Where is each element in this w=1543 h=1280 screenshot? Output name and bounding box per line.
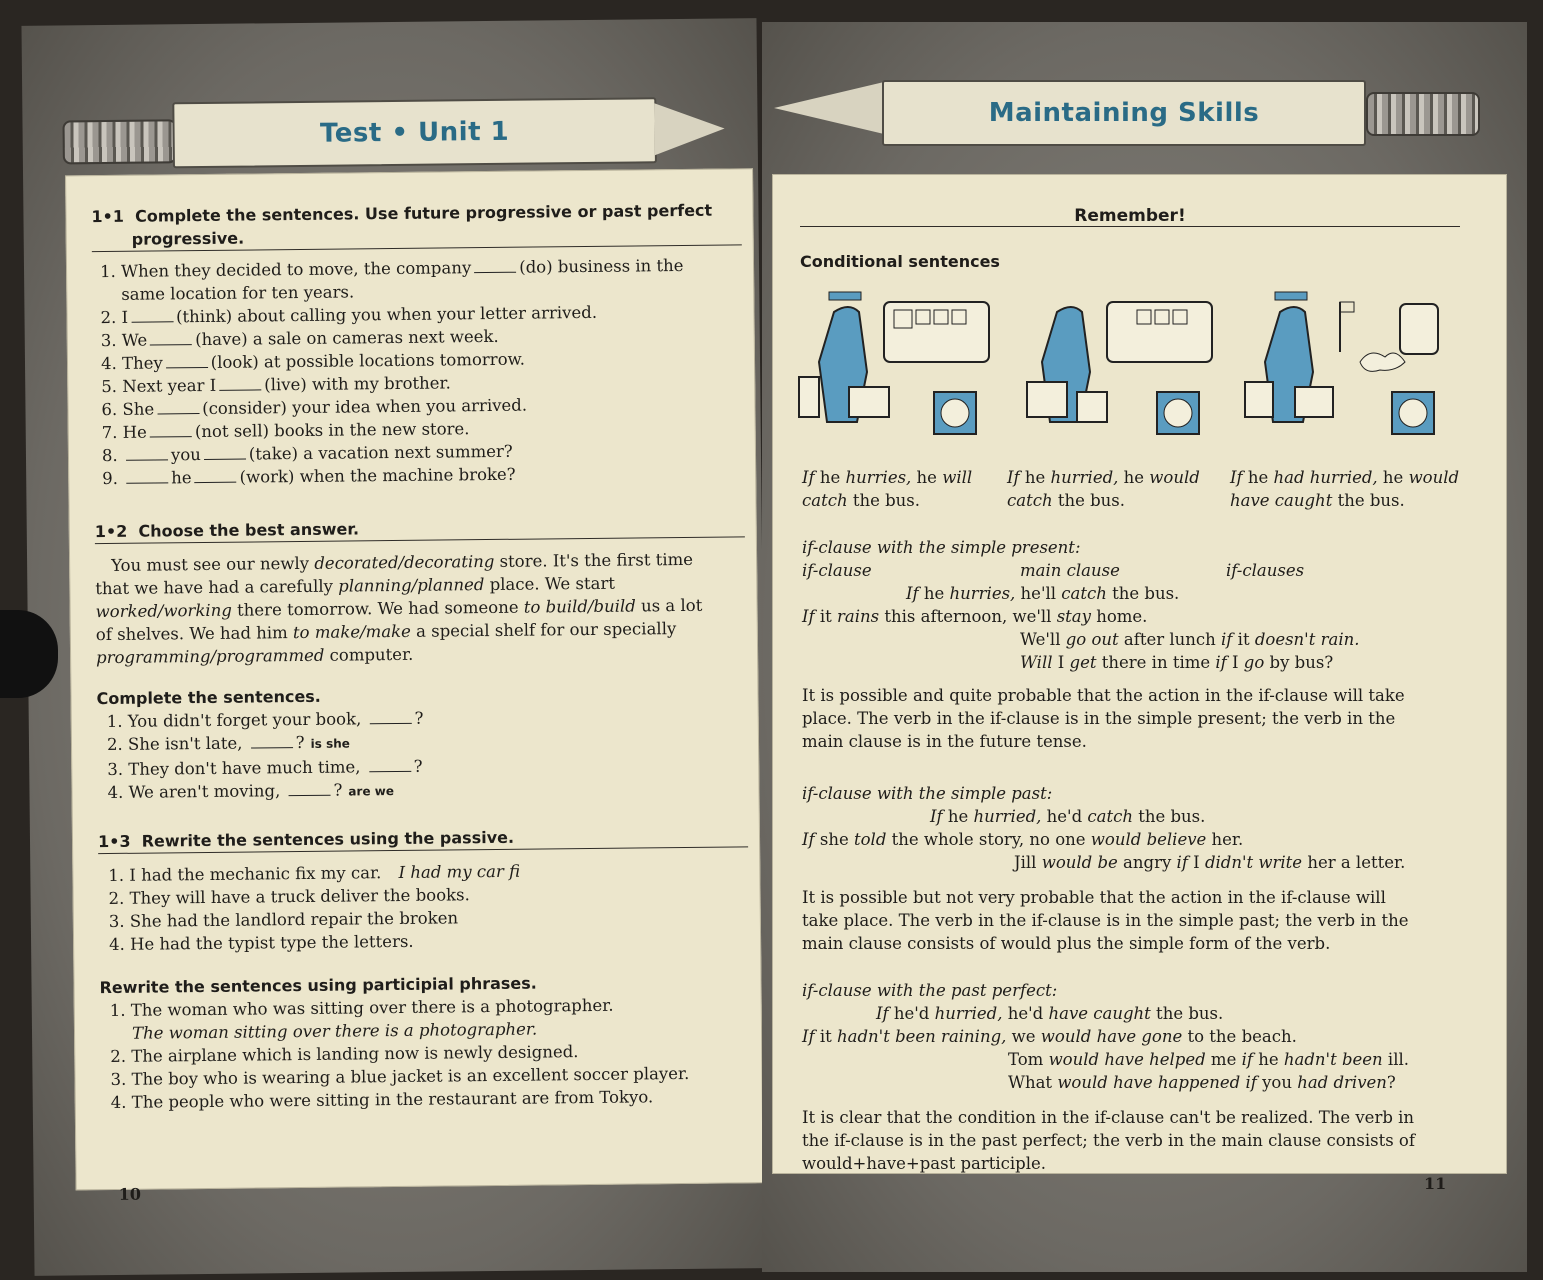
- pencil-eraser-icon: [62, 119, 176, 164]
- text: the bus.: [1106, 584, 1180, 603]
- block-title: if-clause with the simple present:: [802, 538, 1081, 557]
- left-page: [21, 18, 769, 1276]
- text: if: [1221, 630, 1233, 649]
- block-past-perfect: [802, 979, 1472, 1175]
- handwritten-answer: are we: [348, 784, 395, 799]
- text: the bus.: [847, 491, 920, 510]
- explanation-line: would+have+past participle.: [802, 1154, 1047, 1173]
- explanation: [802, 1106, 1472, 1175]
- text: hurried,: [1050, 468, 1119, 487]
- example: [802, 828, 1472, 851]
- item-text: He had the typist type the letters.: [129, 931, 414, 954]
- text: told: [853, 830, 887, 849]
- text: If: [802, 468, 815, 487]
- pencil-tip-icon: [774, 82, 884, 134]
- text: have caught: [1230, 491, 1333, 510]
- choice: worked/working: [95, 600, 232, 622]
- item-text: You didn't forget your book,: [127, 709, 367, 731]
- text: the bus.: [1150, 1004, 1224, 1023]
- answer-blank: [150, 344, 192, 345]
- item-text: (look) at possible locations tomorrow.: [210, 349, 526, 372]
- caption-line: [1230, 466, 1459, 489]
- example: [802, 651, 1472, 674]
- right-content-panel: [772, 174, 1507, 1174]
- explanation: [802, 684, 1472, 753]
- answer-blank: [150, 436, 192, 437]
- choice: planning/planned: [338, 575, 485, 596]
- text: her.: [1206, 830, 1244, 849]
- item-number: 5.: [101, 376, 123, 397]
- text: will: [942, 468, 973, 487]
- text: doesn't rain.: [1254, 630, 1360, 649]
- choice: programming/programmed: [95, 645, 325, 668]
- item-text: ?: [414, 708, 424, 728]
- answer-blank: [195, 482, 237, 483]
- item-number: 3.: [110, 1069, 132, 1090]
- text: place. We start: [484, 573, 616, 595]
- item-number: 7.: [101, 422, 123, 443]
- item-number: 2.: [108, 888, 130, 909]
- text: computer.: [324, 644, 414, 665]
- text: he: [1377, 468, 1409, 487]
- text: What: [1008, 1073, 1058, 1092]
- text: I: [1226, 653, 1244, 672]
- item-text: (not sell) books in the new store.: [194, 419, 470, 442]
- text: ill.: [1382, 1050, 1409, 1069]
- explanation-line: take place. The verb in the if-clause is in the simple past; the verb in the: [802, 911, 1409, 930]
- explanation-line: It is clear that the condition in the if-clause can't be realized. The verb in: [802, 1108, 1415, 1127]
- text: he: [814, 468, 846, 487]
- text: would be: [1041, 853, 1118, 872]
- choice-paragraph: [95, 547, 746, 669]
- man-missed-bus-illustration: [1240, 282, 1440, 452]
- caption-line: [1230, 489, 1459, 512]
- text: I: [1187, 853, 1205, 872]
- example: [802, 1002, 1472, 1025]
- explanation-line: It is possible but not very probable that the action in the if-clause will: [802, 888, 1386, 907]
- text: it: [1232, 630, 1255, 649]
- item-text: (consider) your idea when you arrived.: [202, 395, 528, 419]
- text: to the beach.: [1182, 1027, 1297, 1046]
- answer-blank: [289, 795, 331, 796]
- answer-blank: [370, 723, 412, 724]
- text: I: [1052, 653, 1070, 672]
- item-number: 1.: [109, 1000, 131, 1021]
- explanation-line: main clause consists of would plus the simple form of the verb.: [802, 934, 1331, 953]
- answer-blank: [251, 747, 293, 748]
- answer-blank: [126, 482, 168, 483]
- item-number: 3.: [108, 911, 130, 932]
- item-number: 1.: [99, 261, 122, 282]
- text: had hurried,: [1273, 468, 1378, 487]
- answer-blank: [204, 459, 246, 460]
- block-title: if-clause with the past perfect:: [802, 981, 1058, 1000]
- remember-heading: Remember!: [800, 206, 1460, 227]
- text: catch: [802, 491, 848, 510]
- item-number: 4.: [107, 782, 129, 803]
- text: hurries,: [845, 468, 912, 487]
- text: he'd: [888, 1004, 935, 1023]
- explanation-line: place. The verb in the if-clause is in the simple present; the verb in the: [802, 709, 1396, 728]
- block-simple-present: [802, 536, 1472, 753]
- caption-line: [1007, 466, 1200, 489]
- text: he'd: [1002, 1004, 1049, 1023]
- text: We'll: [1020, 630, 1066, 649]
- text: would: [1408, 468, 1460, 487]
- text: stay: [1056, 607, 1091, 626]
- item-text: The people who were sitting in the restaurant are from Tokyo.: [131, 1087, 654, 1112]
- text: ?: [1386, 1073, 1396, 1092]
- text: didn't write: [1204, 853, 1303, 872]
- text: the bus.: [1132, 807, 1206, 826]
- text: a special shelf for our specially: [410, 619, 677, 641]
- text: hurried,: [934, 1004, 1003, 1023]
- text: rains: [837, 607, 880, 626]
- text: store. It's the first time: [494, 549, 694, 571]
- explanation: [802, 886, 1472, 955]
- example: [802, 628, 1472, 651]
- text: go out: [1065, 630, 1119, 649]
- text: If: [802, 830, 815, 849]
- text: the bus.: [1332, 491, 1405, 510]
- text: Tom: [1008, 1050, 1049, 1069]
- text: her a letter.: [1302, 853, 1406, 872]
- text: get: [1069, 653, 1097, 672]
- item-number: 1.: [108, 865, 130, 886]
- text: You must see our newly: [111, 553, 315, 575]
- item-number: 3.: [107, 759, 129, 780]
- handwritten-answer: is she: [310, 736, 350, 751]
- text: you: [1256, 1073, 1298, 1092]
- item-text: The airplane which is landing now is newly designed.: [131, 1042, 579, 1066]
- section-1-2: [95, 513, 748, 806]
- item-text: She isn't late,: [127, 733, 248, 754]
- text: Will: [1020, 653, 1053, 672]
- example: [802, 1071, 1472, 1094]
- text: hurried,: [973, 807, 1042, 826]
- text: hurries,: [949, 584, 1016, 603]
- example: [802, 605, 1472, 628]
- text: hadn't been raining,: [837, 1027, 1007, 1046]
- text: it: [814, 607, 838, 626]
- item-number: 1.: [106, 711, 128, 732]
- column-labels: if-clause main clause if-clauses: [802, 561, 1305, 580]
- item-number: 4.: [110, 1092, 132, 1113]
- item-text: ?: [295, 732, 305, 753]
- answer-blank: [166, 367, 208, 368]
- section-heading: 1•3 Rewrite the sentences using the passive.: [98, 823, 748, 854]
- item-text: ?: [333, 780, 343, 800]
- text: it: [814, 1027, 838, 1046]
- sub-heading: Complete the sentences.: [96, 686, 321, 709]
- text: If: [1230, 468, 1243, 487]
- item-text: She had the landlord repair the broken: [129, 908, 459, 931]
- passive-list: [98, 857, 749, 956]
- text: he'll: [1015, 584, 1062, 603]
- text: home.: [1090, 607, 1148, 626]
- text: If: [802, 607, 815, 626]
- text: he: [1242, 468, 1274, 487]
- text: after lunch: [1118, 630, 1222, 649]
- left-banner: [172, 97, 657, 168]
- choice: to build/build: [523, 596, 636, 617]
- text: if: [1215, 653, 1227, 672]
- participial-list: [100, 992, 751, 1114]
- block-simple-past: [802, 782, 1472, 955]
- text: the whole story, no one: [886, 830, 1091, 849]
- item-number: 2.: [110, 1046, 132, 1067]
- item-text: you: [170, 445, 201, 465]
- text: he: [1252, 1050, 1284, 1069]
- section-heading: 1•2 Choose the best answer.: [95, 513, 745, 544]
- section-heading: 1•1 Complete the sentences. Use future progressive or past perfect: [91, 200, 713, 227]
- item-number: 4.: [100, 353, 123, 374]
- text: go: [1243, 653, 1265, 672]
- caption-line: [802, 489, 972, 512]
- example-answer: The woman sitting over there is a photographer.: [131, 1019, 538, 1043]
- item-text: I: [121, 307, 129, 327]
- text: would have helped: [1048, 1050, 1206, 1069]
- item-text: (live) with my brother.: [264, 373, 451, 395]
- text: catch: [1061, 584, 1107, 603]
- choice: to make/make: [292, 621, 411, 643]
- item-text: he: [171, 468, 192, 488]
- pencil-tip-icon: [654, 103, 725, 156]
- section-1-1: [91, 198, 744, 490]
- text: if: [1241, 1050, 1253, 1069]
- sub-heading: Rewrite the sentences using participial phrases.: [99, 973, 537, 998]
- text: me: [1205, 1050, 1242, 1069]
- text: he: [1118, 468, 1150, 487]
- list-item: [107, 774, 747, 806]
- item-text: same location for ten years.: [121, 282, 355, 304]
- text: there tomorrow. We had someone: [231, 597, 524, 620]
- text: If: [876, 1004, 889, 1023]
- item-text: Next year I: [122, 375, 217, 396]
- page-title: Maintaining Skills: [988, 98, 1260, 128]
- text: there in time: [1096, 653, 1216, 672]
- block-title: if-clause with the simple past:: [802, 784, 1053, 803]
- answer-blank: [369, 771, 411, 772]
- page-title: Test • Unit 1: [319, 116, 510, 149]
- answer-blank: [474, 272, 516, 273]
- right-banner: [882, 80, 1366, 146]
- right-page: [762, 22, 1527, 1272]
- item-text: She: [122, 399, 155, 419]
- text: he: [918, 584, 950, 603]
- text: that we have had a carefully: [95, 576, 339, 599]
- item-text: We aren't moving,: [128, 781, 286, 802]
- text: he: [911, 468, 943, 487]
- item-text: (take) a vacation next summer?: [248, 441, 513, 464]
- explanation-line: the if-clause is in the past perfect; the verb in the main clause consists of: [802, 1131, 1415, 1150]
- item-text: They don't have much time,: [128, 757, 366, 779]
- text: this afternoon, we'll: [879, 607, 1057, 626]
- item-number: 6.: [101, 399, 123, 420]
- pencil-eraser-icon: [1366, 92, 1480, 136]
- text: If: [906, 584, 919, 603]
- caption-line: [802, 466, 972, 489]
- answer-text: I had my car fi: [393, 861, 521, 883]
- item-number: 3.: [100, 330, 122, 351]
- caption-second-conditional: [1007, 466, 1200, 512]
- item-text: I had the mechanic fix my car.: [129, 863, 382, 885]
- exercise-list: [92, 253, 744, 490]
- text: he'd: [1041, 807, 1088, 826]
- example: [802, 1048, 1472, 1071]
- text: catch: [1087, 807, 1133, 826]
- text: If: [930, 807, 943, 826]
- text: angry: [1117, 853, 1177, 872]
- section-heading-cont: progressive.: [92, 221, 742, 252]
- item-number: [100, 285, 121, 304]
- text: he: [942, 807, 974, 826]
- text: had driven: [1297, 1073, 1387, 1092]
- item-text: ?: [413, 756, 423, 776]
- choice: decorated/decorating: [314, 551, 495, 573]
- text: of shelves. We had him: [95, 623, 294, 645]
- text: she: [814, 830, 854, 849]
- example: [802, 582, 1472, 605]
- text: we: [1006, 1027, 1041, 1046]
- caption-line: [1007, 489, 1200, 512]
- text: if: [1245, 1073, 1257, 1092]
- example: [802, 851, 1472, 874]
- item-text: They: [121, 353, 163, 373]
- item-number: 8.: [101, 445, 124, 466]
- item-text: (work) when the machine broke?: [239, 464, 516, 487]
- text: Jill: [1014, 853, 1042, 872]
- text: he: [1019, 468, 1051, 487]
- text: would have happened: [1057, 1073, 1241, 1092]
- text: catch: [1007, 491, 1053, 510]
- item-text: We: [121, 330, 148, 350]
- example: [802, 805, 1472, 828]
- text: us a lot: [635, 595, 703, 616]
- item-text: The boy who is wearing a blue jacket is an excellent soccer player.: [131, 1063, 690, 1089]
- item-text: When they decided to move, the company: [120, 258, 472, 281]
- text: the bus.: [1052, 491, 1125, 510]
- man-walking-illustration: [794, 282, 994, 452]
- page-number: 10: [118, 1184, 142, 1204]
- explanation-line: main clause is in the future tense.: [802, 732, 1087, 751]
- item-number: 4.: [109, 934, 131, 955]
- caption-third-conditional: [1230, 466, 1459, 512]
- left-content-panel: [65, 168, 764, 1190]
- text: if: [1176, 853, 1188, 872]
- text: would have gone: [1040, 1027, 1183, 1046]
- text: If: [1007, 468, 1020, 487]
- item-text: (think) about calling you when your letter arrived.: [175, 302, 598, 327]
- answer-blank: [131, 321, 173, 322]
- text: hadn't been: [1283, 1050, 1383, 1069]
- answer-blank: [126, 459, 168, 460]
- section-1-3: [98, 823, 751, 1114]
- answer-blank: [219, 389, 261, 390]
- text: by bus?: [1264, 653, 1334, 672]
- section-title: Conditional sentences: [800, 252, 1000, 271]
- item-text: (do) business in the: [519, 255, 684, 277]
- text: would believe: [1090, 830, 1207, 849]
- caption-first-conditional: [802, 466, 972, 512]
- man-at-stop-illustration: [1017, 282, 1217, 452]
- item-text: (have) a sale on cameras next week.: [195, 326, 499, 350]
- item-number: 2.: [106, 734, 129, 755]
- page-number: 11: [1424, 1174, 1447, 1193]
- explanation-line: It is possible and quite probable that the action in the if-clause will take: [802, 686, 1405, 705]
- text: If: [802, 1027, 815, 1046]
- text: have caught: [1048, 1004, 1151, 1023]
- answer-blank: [157, 413, 199, 414]
- item-number: 2.: [100, 307, 122, 328]
- item-text: The woman who was sitting over there is a photographer.: [130, 995, 614, 1020]
- item-text: He: [122, 422, 147, 442]
- tag-question-list: [97, 703, 748, 806]
- item-text: They will have a truck deliver the books.: [129, 885, 470, 908]
- text: would: [1149, 468, 1200, 487]
- item-number: 9.: [102, 468, 124, 489]
- example: [802, 1025, 1472, 1048]
